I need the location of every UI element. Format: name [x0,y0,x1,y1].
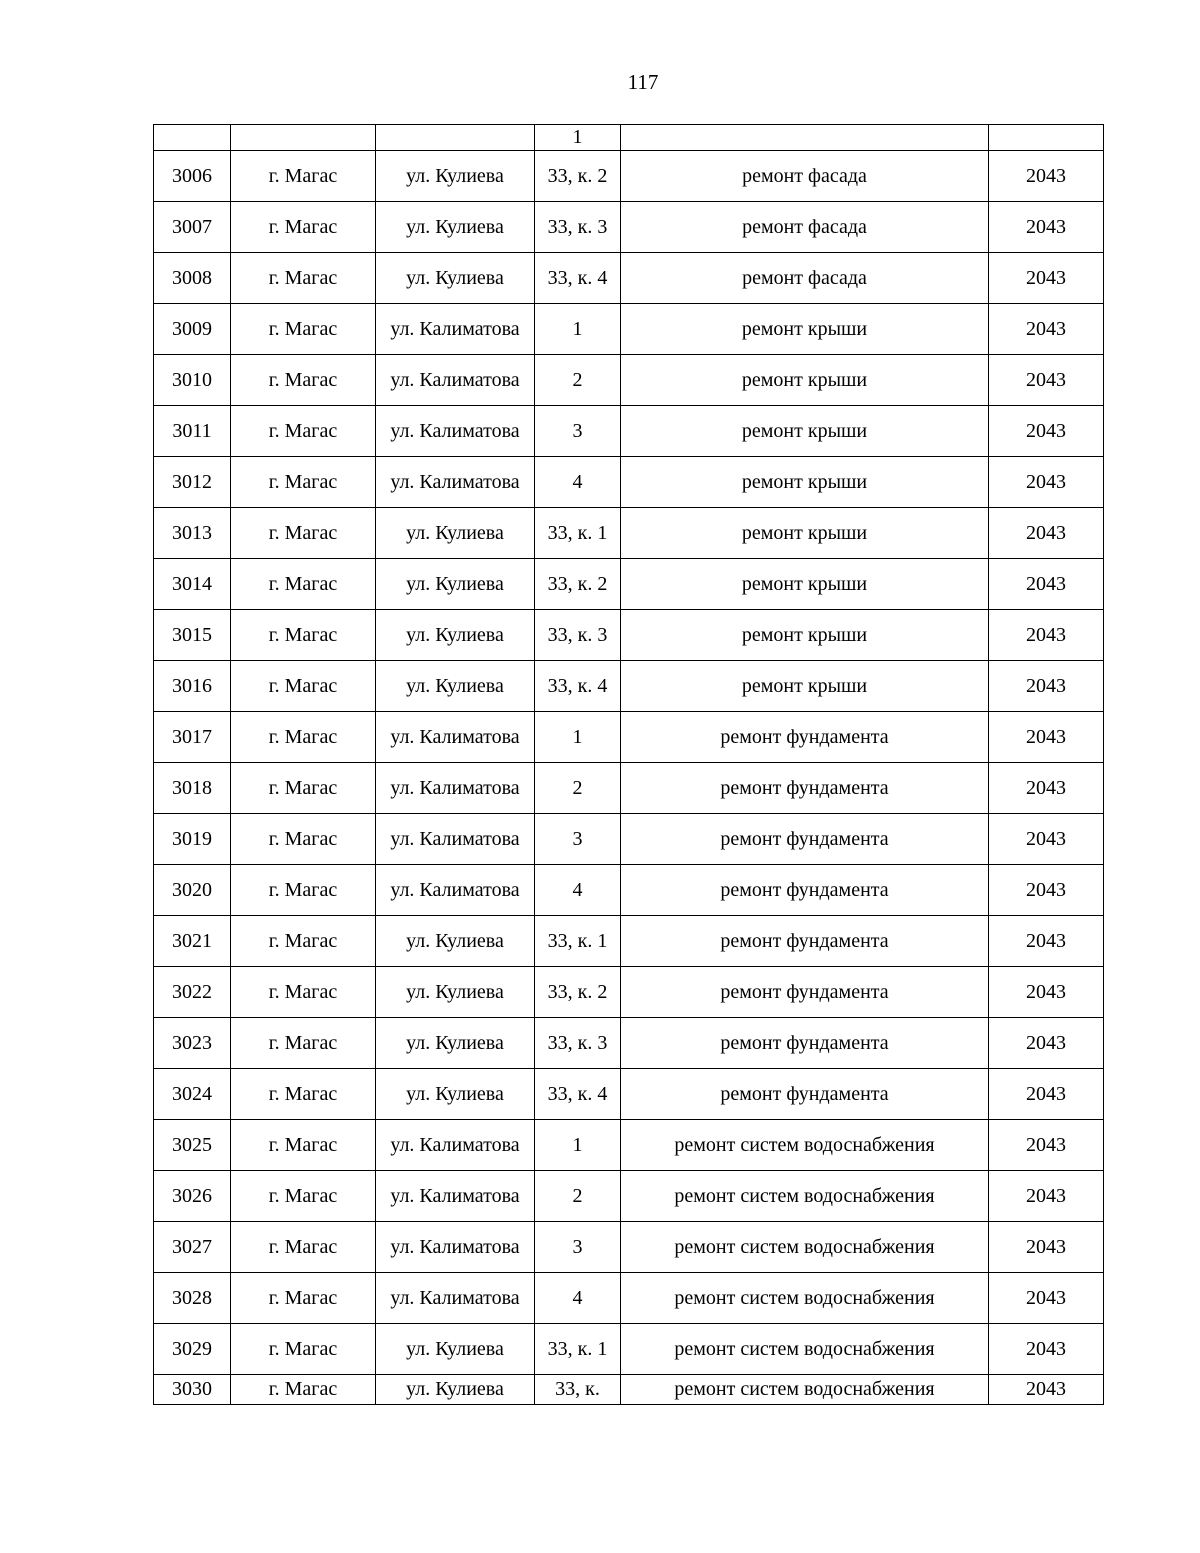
cell-number: 3023 [154,1018,231,1069]
cell-work-type: ремонт систем водоснабжения [621,1171,989,1222]
cell-year: 2043 [989,814,1104,865]
repair-schedule-table [153,124,1104,1405]
cell-street [376,125,535,151]
cell-house: 1 [535,125,621,151]
cell-number: 3014 [154,559,231,610]
table-row [154,967,1104,1018]
table-row [154,1171,1104,1222]
table-row [154,202,1104,253]
cell-settlement: г. Магас [231,1375,376,1405]
table-row [154,814,1104,865]
cell-year: 2043 [989,916,1104,967]
cell-street: ул. Калиматова [376,304,535,355]
cell-work-type [621,125,989,151]
cell-year: 2043 [989,610,1104,661]
cell-work-type: ремонт систем водоснабжения [621,1222,989,1273]
cell-house: 2 [535,763,621,814]
cell-settlement: г. Магас [231,967,376,1018]
cell-number: 3009 [154,304,231,355]
cell-year: 2043 [989,355,1104,406]
cell-work-type: ремонт фундамента [621,967,989,1018]
cell-settlement: г. Магас [231,559,376,610]
cell-street: ул. Калиматова [376,1171,535,1222]
cell-house: 33, к. 3 [535,1018,621,1069]
table-row [154,253,1104,304]
cell-house: 33, к. 4 [535,253,621,304]
table-row [154,763,1104,814]
table-row [154,1018,1104,1069]
cell-work-type: ремонт крыши [621,406,989,457]
cell-work-type: ремонт систем водоснабжения [621,1324,989,1375]
cell-number: 3011 [154,406,231,457]
cell-number: 3016 [154,661,231,712]
cell-settlement: г. Магас [231,508,376,559]
cell-house: 3 [535,1222,621,1273]
cell-year: 2043 [989,1222,1104,1273]
cell-year: 2043 [989,763,1104,814]
cell-street: ул. Калиматова [376,814,535,865]
cell-work-type: ремонт фундамента [621,712,989,763]
cell-settlement: г. Магас [231,151,376,202]
cell-house: 33, к. 2 [535,151,621,202]
cell-street: ул. Кулиева [376,253,535,304]
table-row [154,610,1104,661]
cell-street: ул. Калиматова [376,1120,535,1171]
cell-house: 33, к. 2 [535,967,621,1018]
cell-street: ул. Кулиева [376,151,535,202]
cell-number: 3006 [154,151,231,202]
cell-number: 3021 [154,916,231,967]
table-row [154,1222,1104,1273]
table-row [154,661,1104,712]
cell-number: 3015 [154,610,231,661]
cell-number: 3019 [154,814,231,865]
table-row [154,559,1104,610]
cell-work-type: ремонт крыши [621,559,989,610]
cell-house: 4 [535,865,621,916]
cell-work-type: ремонт систем водоснабжения [621,1273,989,1324]
cell-year: 2043 [989,406,1104,457]
cell-year: 2043 [989,1120,1104,1171]
cell-settlement: г. Магас [231,355,376,406]
cell-year: 2043 [989,1375,1104,1405]
cell-settlement: г. Магас [231,610,376,661]
cell-number: 3007 [154,202,231,253]
cell-settlement: г. Магас [231,1171,376,1222]
cell-house: 33, к. 3 [535,202,621,253]
cell-number: 3008 [154,253,231,304]
cell-house: 1 [535,304,621,355]
cell-street: ул. Калиматова [376,355,535,406]
cell-work-type: ремонт фундамента [621,1069,989,1120]
table-row [154,508,1104,559]
table-row [154,916,1104,967]
cell-year: 2043 [989,1171,1104,1222]
table-row [154,865,1104,916]
cell-house: 1 [535,712,621,763]
cell-number: 3020 [154,865,231,916]
table-row [154,304,1104,355]
table-row [154,1120,1104,1171]
cell-street: ул. Кулиева [376,1324,535,1375]
cell-number: 3029 [154,1324,231,1375]
table-row [154,151,1104,202]
cell-number: 3026 [154,1171,231,1222]
page-number: 117 [627,70,659,94]
cell-house: 1 [535,1120,621,1171]
cell-year: 2043 [989,151,1104,202]
cell-year: 2043 [989,661,1104,712]
cell-street: ул. Калиматова [376,712,535,763]
cell-number: 3028 [154,1273,231,1324]
table-row [154,712,1104,763]
cell-settlement: г. Магас [231,1069,376,1120]
cell-settlement: г. Магас [231,661,376,712]
cell-street: ул. Калиматова [376,457,535,508]
cell-number: 3013 [154,508,231,559]
cell-year: 2043 [989,559,1104,610]
cell-year: 2043 [989,1069,1104,1120]
cell-work-type: ремонт фасада [621,202,989,253]
table-row [154,1324,1104,1375]
cell-number: 3027 [154,1222,231,1273]
cell-settlement: г. Магас [231,406,376,457]
cell-number: 3012 [154,457,231,508]
cell-street: ул. Кулиева [376,661,535,712]
table-row [154,1273,1104,1324]
table-body [154,125,1104,1405]
cell-settlement: г. Магас [231,1324,376,1375]
table-row [154,457,1104,508]
cell-work-type: ремонт систем водоснабжения [621,1120,989,1171]
cell-settlement: г. Магас [231,814,376,865]
cell-work-type: ремонт крыши [621,304,989,355]
cell-street: ул. Кулиева [376,610,535,661]
cell-street: ул. Кулиева [376,1069,535,1120]
cell-settlement [231,125,376,151]
cell-street: ул. Кулиева [376,1375,535,1405]
cell-work-type: ремонт фундамента [621,865,989,916]
cell-street: ул. Кулиева [376,916,535,967]
cell-house: 33, к. 4 [535,661,621,712]
cell-settlement: г. Магас [231,1273,376,1324]
cell-settlement: г. Магас [231,1120,376,1171]
cell-street: ул. Кулиева [376,202,535,253]
cell-settlement: г. Магас [231,763,376,814]
cell-work-type: ремонт крыши [621,508,989,559]
table-row [154,1375,1104,1405]
cell-house: 33, к. 1 [535,916,621,967]
cell-house: 33, к. 3 [535,610,621,661]
cell-street: ул. Кулиева [376,967,535,1018]
cell-work-type: ремонт крыши [621,355,989,406]
cell-settlement: г. Магас [231,253,376,304]
cell-year: 2043 [989,1273,1104,1324]
cell-street: ул. Кулиева [376,508,535,559]
table-row [154,406,1104,457]
cell-year: 2043 [989,1324,1104,1375]
cell-house: 33, к. 1 [535,508,621,559]
cell-year: 2043 [989,202,1104,253]
cell-work-type: ремонт фасада [621,151,989,202]
cell-settlement: г. Магас [231,202,376,253]
cell-street: ул. Калиматова [376,1273,535,1324]
cell-house: 3 [535,406,621,457]
cell-work-type: ремонт фасада [621,253,989,304]
cell-number: 3024 [154,1069,231,1120]
cell-house: 33, к. 2 [535,559,621,610]
cell-number [154,125,231,151]
cell-settlement: г. Магас [231,1222,376,1273]
cell-number: 3025 [154,1120,231,1171]
cell-house: 4 [535,457,621,508]
cell-settlement: г. Магас [231,457,376,508]
cell-year: 2043 [989,304,1104,355]
cell-street: ул. Калиматова [376,406,535,457]
cell-house: 33, к. 4 [535,1069,621,1120]
cell-year [989,125,1104,151]
cell-year: 2043 [989,508,1104,559]
cell-number: 3010 [154,355,231,406]
table-row [154,1069,1104,1120]
cell-house: 4 [535,1273,621,1324]
cell-settlement: г. Магас [231,865,376,916]
cell-street: ул. Кулиева [376,559,535,610]
cell-street: ул. Кулиева [376,1018,535,1069]
cell-work-type: ремонт крыши [621,610,989,661]
cell-street: ул. Калиматова [376,763,535,814]
table-row [154,355,1104,406]
cell-year: 2043 [989,457,1104,508]
cell-work-type: ремонт крыши [621,661,989,712]
cell-work-type: ремонт крыши [621,457,989,508]
cell-year: 2043 [989,253,1104,304]
cell-work-type: ремонт фундамента [621,916,989,967]
cell-settlement: г. Магас [231,916,376,967]
cell-work-type: ремонт фундамента [621,1018,989,1069]
continuation-row [154,125,1104,151]
cell-street: ул. Калиматова [376,865,535,916]
cell-number: 3030 [154,1375,231,1405]
cell-settlement: г. Магас [231,1018,376,1069]
cell-street: ул. Калиматова [376,1222,535,1273]
cell-work-type: ремонт фундамента [621,763,989,814]
cell-year: 2043 [989,967,1104,1018]
cell-number: 3018 [154,763,231,814]
cell-house: 33, к. 1 [535,1324,621,1375]
cell-house: 33, к. [535,1375,621,1405]
cell-house: 2 [535,355,621,406]
cell-house: 2 [535,1171,621,1222]
cell-settlement: г. Магас [231,712,376,763]
cell-year: 2043 [989,712,1104,763]
cell-number: 3022 [154,967,231,1018]
cell-work-type: ремонт систем водоснабжения [621,1375,989,1405]
cell-house: 3 [535,814,621,865]
cell-number: 3017 [154,712,231,763]
cell-work-type: ремонт фундамента [621,814,989,865]
cell-settlement: г. Магас [231,304,376,355]
cell-year: 2043 [989,1018,1104,1069]
cell-year: 2043 [989,865,1104,916]
